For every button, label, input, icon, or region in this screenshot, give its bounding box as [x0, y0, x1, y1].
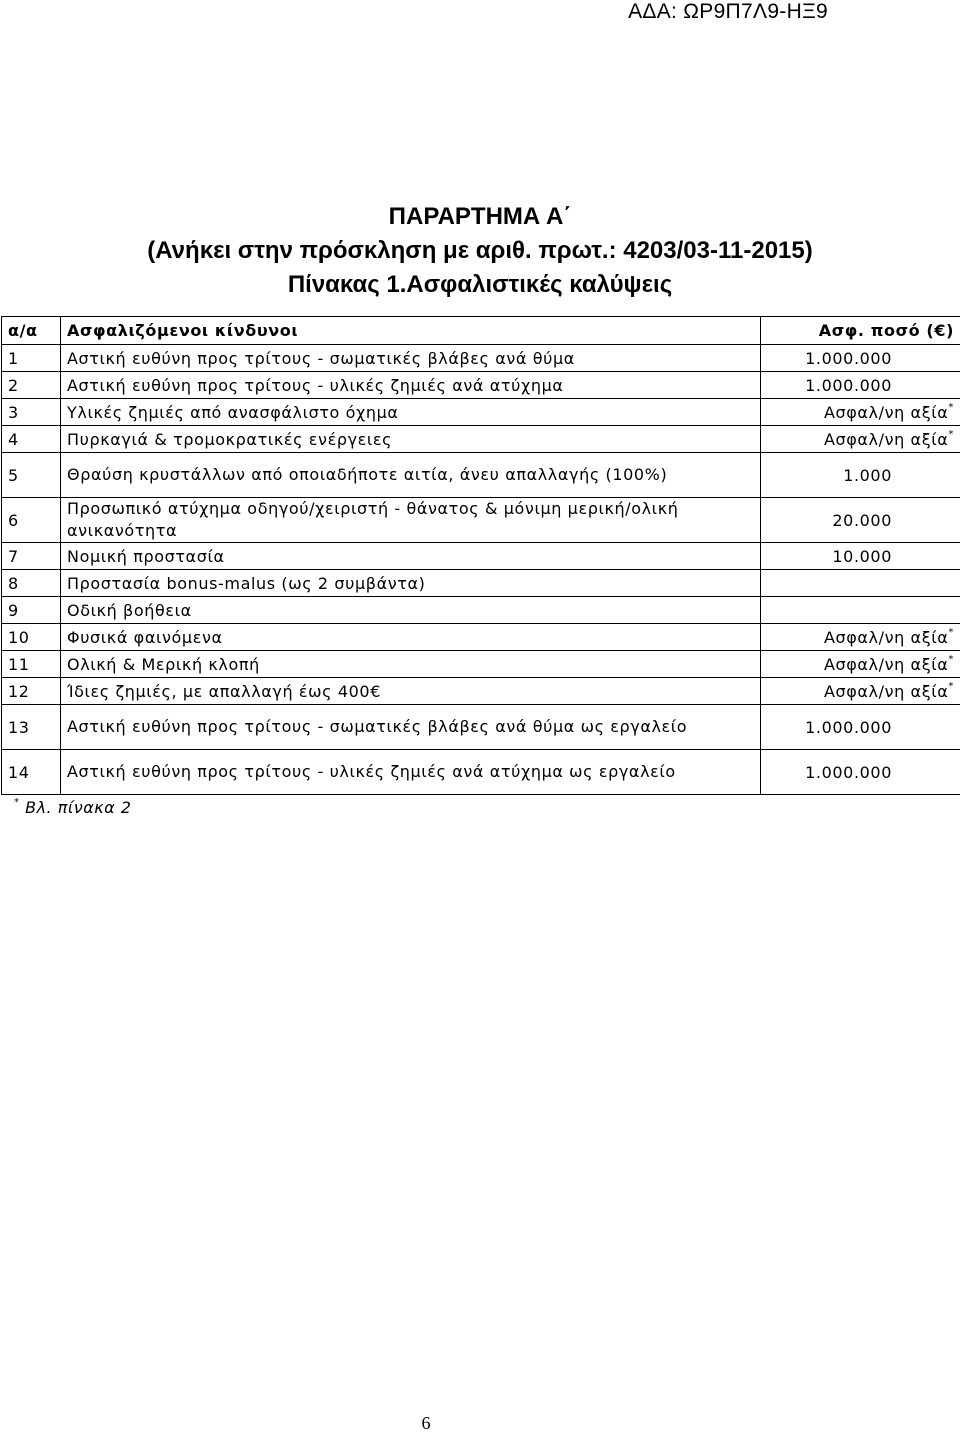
row-amount: 1.000.000 — [761, 372, 960, 399]
table-row — [2, 750, 960, 795]
table-row — [2, 498, 960, 543]
footnote-text: Βλ. πίνακα 2 — [25, 798, 131, 817]
table-row — [2, 624, 960, 651]
row-risk: Αστική ευθύνη προς τρίτους - υλικές ζημιές ανά ατύχημα ως εργαλείο — [61, 750, 761, 795]
row-amount: 1.000 — [761, 453, 960, 498]
row-number: 5 — [2, 453, 61, 498]
amount-text: Ασφαλ/νη αξία — [824, 430, 948, 449]
invitation-reference: (Ανήκει στην πρόσκληση με αριθ. πρωτ.: 4203/03-11-2015) — [0, 234, 960, 268]
amount-text: Ασφαλ/νη αξία — [824, 403, 948, 422]
row-risk: Οδική βοήθεια — [61, 597, 761, 624]
table-row — [2, 651, 960, 678]
row-risk: Ολική & Μερική κλοπή — [61, 651, 761, 678]
row-risk: Πυρκαγιά & τρομοκρατικές ενέργειες — [61, 426, 761, 453]
footnote-marker: * — [948, 402, 954, 413]
footnote-marker: * — [948, 627, 954, 638]
row-risk: Αστική ευθύνη προς τρίτους - σωματικές βλάβες ανά θύμα ως εργαλείο — [61, 705, 761, 750]
coverage-table — [1, 316, 960, 795]
row-amount — [761, 399, 960, 426]
table-row — [2, 597, 960, 624]
header-amount: Ασφ. ποσό (€) — [761, 317, 960, 345]
table-row — [2, 345, 960, 372]
footnote-marker: * — [948, 681, 954, 692]
row-number: 2 — [2, 372, 61, 399]
row-risk: Αστική ευθύνη προς τρίτους - σωματικές βλάβες ανά θύμα — [61, 345, 761, 372]
row-number: 6 — [2, 498, 61, 543]
row-amount — [761, 651, 960, 678]
header-risks: Ασφαλιζόμενοι κίνδυνοι — [61, 317, 761, 345]
row-risk: Υλικές ζημιές από ανασφάλιστο όχημα — [61, 399, 761, 426]
row-number: 14 — [2, 750, 61, 795]
table-caption: Πίνακας 1.Ασφαλιστικές καλύψεις — [0, 268, 960, 302]
table-row — [2, 705, 960, 750]
row-risk: Φυσικά φαινόμενα — [61, 624, 761, 651]
row-amount: 1.000.000 — [761, 750, 960, 795]
row-number: 3 — [2, 399, 61, 426]
row-risk: Θραύση κρυστάλλων από οποιαδήποτε αιτία, άνευ απαλλαγής (100%) — [61, 453, 761, 498]
table-footnote — [14, 798, 131, 817]
row-number: 9 — [2, 597, 61, 624]
row-amount: 1.000.000 — [761, 345, 960, 372]
header-no: α/α — [2, 317, 61, 345]
row-risk: Νομική προστασία — [61, 543, 761, 570]
row-risk: Ίδιες ζημιές, με απαλλαγή έως 400€ — [61, 678, 761, 705]
amount-text: Ασφαλ/νη αξία — [824, 628, 948, 647]
row-amount — [761, 678, 960, 705]
row-amount: 10.000 — [761, 543, 960, 570]
amount-text: Ασφαλ/νη αξία — [824, 682, 948, 701]
row-number: 4 — [2, 426, 61, 453]
annex-title: ΠΑΡΑΡΤΗΜΑ Α΄ — [0, 200, 960, 234]
row-number: 10 — [2, 624, 61, 651]
row-amount — [761, 570, 960, 597]
table-row — [2, 372, 960, 399]
row-number: 13 — [2, 705, 61, 750]
row-amount — [761, 597, 960, 624]
table-row — [2, 399, 960, 426]
row-number: 11 — [2, 651, 61, 678]
row-number: 8 — [2, 570, 61, 597]
table-row — [2, 570, 960, 597]
table-row — [2, 678, 960, 705]
row-risk: Προσωπικό ατύχημα οδηγού/χειριστή - θάνατος & μόνιμη μερική/ολική ανικανότητα — [61, 498, 761, 543]
table-row — [2, 453, 960, 498]
row-number: 12 — [2, 678, 61, 705]
row-number: 7 — [2, 543, 61, 570]
footnote-star: * — [14, 797, 20, 808]
footnote-marker: * — [948, 654, 954, 665]
ada-code: ΑΔΑ: ΩΡ9Π7Λ9-ΗΞ9 — [628, 0, 828, 24]
row-number: 1 — [2, 345, 61, 372]
row-amount — [761, 426, 960, 453]
page-number: 6 — [0, 1413, 906, 1434]
table-row — [2, 426, 960, 453]
table-header-row — [2, 317, 960, 345]
title-block — [0, 200, 960, 302]
footnote-marker: * — [948, 429, 954, 440]
row-risk: Αστική ευθύνη προς τρίτους - υλικές ζημιές ανά ατύχημα — [61, 372, 761, 399]
table-row — [2, 543, 960, 570]
row-amount — [761, 624, 960, 651]
amount-text: Ασφαλ/νη αξία — [824, 655, 948, 674]
row-amount: 1.000.000 — [761, 705, 960, 750]
row-amount: 20.000 — [761, 498, 960, 543]
row-risk: Προστασία bonus-malus (ως 2 συμβάντα) — [61, 570, 761, 597]
